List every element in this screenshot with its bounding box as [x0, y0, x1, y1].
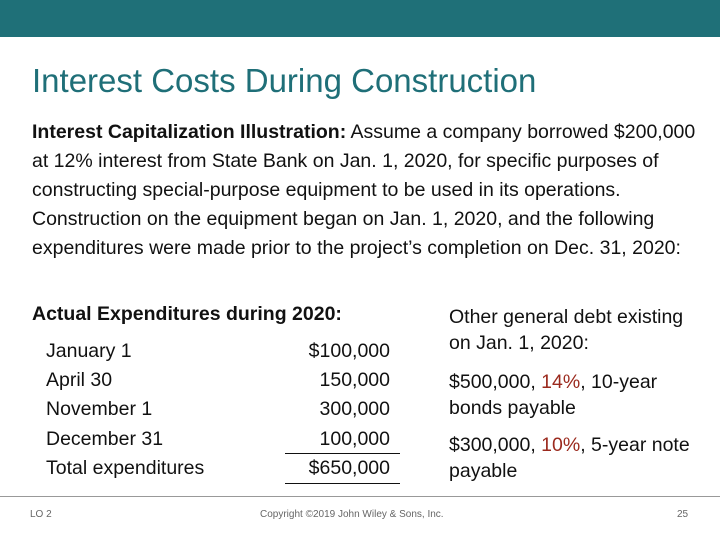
footer-divider: [0, 496, 720, 497]
intro-text: Assume a company borrowed $200,000 at 12% interest from State Bank on Jan. 1, 2020, for specific purposes of constructing special-purpose equipment to be used in its operations. Construction on the equipment began on Jan. 1, 2020, and the following expenditures were made prior to the project’s completion on Dec. 31, 2020:: [32, 121, 696, 259]
copyright-notice: Copyright ©2019 John Wiley & Sons, Inc.: [260, 509, 444, 520]
slide-title: Interest Costs During Construction: [32, 62, 537, 99]
expenditure-label-nov: November 1: [46, 398, 153, 420]
expenditure-amount-nov: 300,000: [319, 398, 390, 420]
total-rule: [285, 483, 400, 484]
intro-paragraph: [32, 118, 702, 263]
total-amount: $650,000: [308, 457, 390, 479]
expenditure-amount-dec: 100,000: [319, 428, 390, 450]
subtotal-rule: [285, 453, 400, 454]
note-description: , 5-year note payable: [449, 434, 690, 482]
expenditure-amount-jan: $100,000: [308, 340, 390, 362]
expenditure-label-jan: January 1: [46, 340, 132, 362]
bonds-payable-item: [449, 369, 699, 421]
bond-amount: $500,000,: [449, 371, 542, 393]
total-label: Total expenditures: [46, 457, 205, 479]
bond-description: , 10-year bonds payable: [449, 371, 658, 419]
bond-rate: 14%: [541, 371, 581, 393]
other-debt-heading: Other general debt existing on Jan. 1, 2020:: [449, 306, 684, 354]
expenditure-label-apr: April 30: [46, 369, 113, 391]
note-amount: $300,000,: [449, 434, 542, 456]
expenditure-amount-apr: 150,000: [319, 369, 390, 391]
page-number: 25: [677, 509, 689, 520]
expenditure-label-dec: December 31: [46, 428, 164, 450]
learning-objective: LO 2: [30, 509, 52, 520]
intro-label: Interest Capitalization Illustration:: [32, 121, 347, 143]
note-rate: 10%: [541, 434, 581, 456]
expenditures-heading: Actual Expenditures during 2020:: [32, 303, 342, 325]
note-payable-item: [449, 432, 699, 484]
top-banner: [0, 0, 720, 37]
